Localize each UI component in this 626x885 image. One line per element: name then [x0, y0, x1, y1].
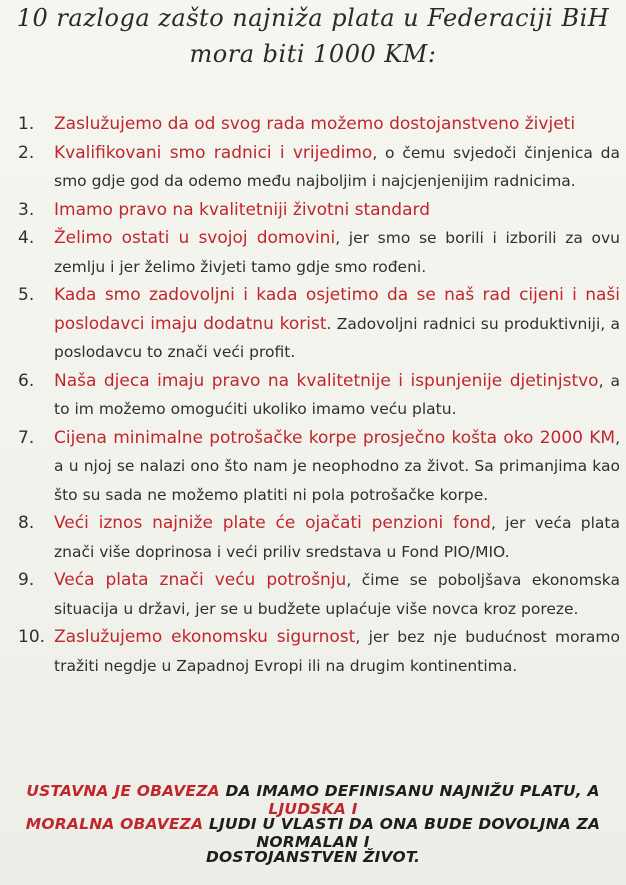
footer-highlight: MORALNA OBAVEZA [25, 815, 204, 833]
document-title-line-1: 10 razloga zašto najniža plata u Federaciji BiH [16, 4, 610, 32]
list-item-highlight: Kvalifikovani smo radnici i vrijedimo [54, 142, 373, 163]
list-item [18, 196, 620, 225]
list-item-number: 2. [18, 142, 35, 163]
list-item-number: 10. [18, 627, 46, 647]
list-item [18, 367, 620, 424]
footer-statement-line-3 [0, 848, 626, 866]
list-item-highlight: Želimo ostati u svojoj domovini [54, 228, 336, 248]
reasons-list [18, 110, 620, 680]
list-item-text: , čime se poboljšava ekonomska situacija u državi, jer se u budžete uplaćuje više novca kroz poreze. [54, 571, 620, 618]
list-item [18, 224, 620, 281]
list-item-text: , o čemu svjedoči činjenica da smo gdje god da odemo među najboljim i najcjenjenijim radnicima. [54, 143, 621, 190]
list-item-text: , jer veća plata znači više doprinosa i veći priliv sredstava u Fond PIO/MIO. [54, 514, 620, 561]
list-item-number: 8. [18, 513, 35, 533]
list-item-highlight: Imamo pravo na kvalitetniji životni standard [54, 199, 431, 220]
footer-statement-line-1 [0, 782, 626, 818]
list-item-number: 5. [18, 285, 35, 305]
footer-text: LJUDI U VLASTI DA ONA BUDE DOVOLJNA ZA NORMALAN I [203, 815, 601, 851]
footer-text: DA IMAMO DEFINISANU NAJNIŽU PLATU, A [219, 782, 600, 800]
list-item-text: , jer smo se borili i izborili za ovu zemlju i jer želimo živjeti tamo gdje smo rođeni. [54, 229, 621, 276]
list-item [18, 424, 620, 510]
list-item-highlight: Veći iznos najniže plate će ojačati penzioni fond [54, 513, 491, 533]
list-item [18, 566, 620, 623]
list-item-text: , a u njoj se nalazi ono što nam je neophodno za život. Sa primanjima kao što su sada ne možemo platiti ni pola potrošačke korpe. [54, 428, 620, 504]
list-item [18, 509, 620, 566]
list-item-highlight: Veća plata znači veću potrošnju [54, 570, 347, 590]
list-item-number: 1. [18, 114, 35, 134]
list-item-number: 7. [18, 427, 35, 448]
list-item [18, 110, 620, 139]
footer-statement-line-2 [0, 815, 626, 851]
list-item-number: 3. [18, 199, 35, 220]
document-title-line-2: mora biti 1000 KM: [189, 40, 437, 68]
list-item [18, 281, 620, 367]
list-item-highlight: Zaslužujemo da od svog rada možemo dostojanstveno živjeti [54, 114, 576, 134]
list-item [18, 139, 620, 196]
list-item-number: 9. [18, 570, 35, 590]
list-item-number: 4. [18, 228, 35, 248]
footer-highlight: LJUDSKA I [268, 800, 358, 818]
list-item-highlight: Cijena minimalne potrošačke korpe prosječno košta oko 2000 KM [54, 427, 616, 448]
list-item-highlight: Naša djeca imaju pravo na kvalitetnije i ispunjenije djetinjstvo [54, 370, 599, 391]
footer-text: DOSTOJANSTVEN ŽIVOT. [205, 848, 421, 866]
list-item [18, 623, 620, 680]
list-item-text: , a to im možemo omogućiti ukoliko imamo veću platu. [54, 371, 620, 418]
list-item-text: . Zadovoljni radnici su produktivniji, a poslodavcu to znači veći profit. [54, 314, 620, 361]
list-item-text: , jer bez nje budućnost moramo tražiti negdje u Zapadnoj Evropi ili na drugim kontinentima. [54, 628, 621, 675]
list-item-number: 6. [18, 370, 35, 391]
list-item-highlight: Zaslužujemo ekonomsku sigurnost [54, 627, 356, 647]
list-item-highlight: Kada smo zadovoljni i kada osjetimo da se naš rad cijeni i naši poslodavci imaju dodatnu korist [54, 285, 620, 334]
footer-highlight: USTAVNA JE OBAVEZA [26, 782, 220, 800]
